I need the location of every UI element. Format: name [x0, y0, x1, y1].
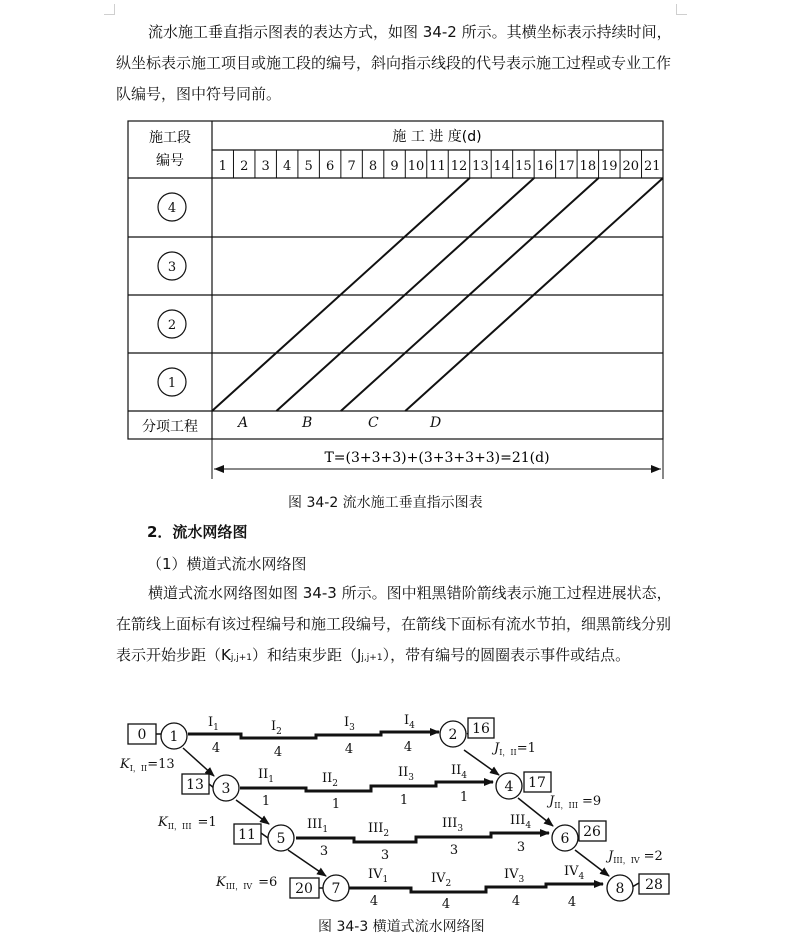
box-label-11: 11	[238, 827, 256, 843]
row4-label-3: $IV_3$	[504, 867, 525, 885]
row3-duration-1: 3	[319, 844, 329, 859]
node-label-5: 5	[276, 831, 286, 847]
row3-duration-4: 3	[516, 840, 526, 855]
day-label: 10	[407, 159, 425, 174]
row2-label-2: $II_2$	[322, 771, 339, 789]
subsection-heading: （1）横道式流水网络图	[147, 555, 307, 573]
row2-label-3: $II_3$	[398, 765, 415, 783]
row3-duration-3: 3	[449, 843, 459, 858]
row1-duration-4: 4	[403, 740, 413, 755]
row2-duration-3: 1	[399, 793, 409, 808]
section-heading: 2．流水网络图	[147, 523, 248, 541]
day-label: 12	[450, 159, 468, 174]
bottom-label: 分项工程	[142, 419, 198, 435]
line-label-b: B	[302, 415, 313, 431]
day-label: 2	[240, 159, 249, 174]
day-label: 11	[429, 159, 446, 174]
node-label-8: 8	[615, 881, 625, 897]
day-label: 21	[643, 159, 661, 174]
k-label-1: $K_{I,II}=13$	[120, 757, 175, 773]
process-line-3	[296, 833, 549, 842]
day-label: 7	[347, 159, 356, 174]
process-line-2	[240, 782, 493, 791]
day-label: 17	[558, 159, 575, 174]
row4-duration-1: 4	[369, 894, 379, 908]
dimension-arrow-left-icon	[214, 465, 224, 473]
row1-label-4: $I_4$	[404, 713, 415, 731]
page-corner-mark-left	[104, 4, 115, 15]
day-label: 19	[601, 159, 618, 174]
row1-label-3: $I_3$	[344, 715, 355, 733]
j-subscript: j,j+1	[361, 653, 383, 663]
row4-label-1: $IV_1$	[368, 867, 389, 885]
segment-label-4: 4	[167, 201, 177, 216]
page-corner-mark-right	[676, 4, 687, 15]
day-label: 9	[390, 159, 399, 174]
dimension-arrow-right-icon	[651, 465, 661, 473]
row1-duration-1: 4	[211, 741, 221, 756]
day-label: 16	[536, 159, 554, 174]
line-label-a: A	[238, 415, 249, 431]
day-label: 13	[472, 159, 489, 174]
box-label-16: 16	[472, 721, 490, 737]
row4-duration-3: 4	[511, 894, 521, 908]
row4-label-4: $IV_4$	[564, 864, 585, 882]
row2-duration-4: 1	[459, 790, 469, 805]
k-subscript: j,j+1	[230, 653, 252, 663]
node-label-1: 1	[169, 729, 179, 745]
box-label-20: 20	[295, 881, 313, 897]
caption-figure-34-3: 图 34-3 横道式流水网络图	[318, 919, 485, 935]
row2-duration-1: 1	[261, 794, 271, 809]
node-label-2: 2	[448, 727, 458, 743]
paragraph-intro: 流水施工垂直指示图表的表达方式，如图 34-2 所示。其横坐标表示持续时间，纵坐标表示施工项目或施工段的编号，斜向指示线段的代号表示施工过程或专业工作队编号，图中符号同前。	[116, 23, 672, 103]
box-label-17: 17	[528, 775, 546, 791]
j-label-3: $J_{III,IV} =2$	[608, 849, 663, 865]
paragraph-network: 横道式流水网络图如图 34-3 所示。图中粗黑错阶箭线表示施工过程进展状态，在箭线上面标有该过程编号和施工段编号，在箭线下面标有流水节拍，细黑箭线分别表示开始步距（Kj,j+1）和结束步距（Jj,j+1），带有编号的圆圈表示事件或结点。	[116, 584, 672, 664]
row3-label-1: $III_1$	[307, 817, 329, 835]
figure-34-2	[126, 119, 667, 481]
box-label-13: 13	[186, 777, 204, 793]
segment-label-1: 1	[167, 376, 177, 391]
row3-label-4: $III_4$	[510, 813, 532, 831]
header-title: 施 工 进 度(d)	[392, 129, 482, 145]
box-label-26: 26	[583, 824, 601, 840]
day-label: 5	[304, 159, 313, 174]
day-label: 4	[283, 159, 292, 174]
node-label-3: 3	[221, 781, 231, 797]
process-line-1	[188, 732, 439, 738]
row3-duration-2: 3	[380, 848, 390, 863]
header-col-label-1: 施工段	[149, 130, 191, 146]
row1-label-2: $I_2$	[271, 719, 282, 737]
node-label-6: 6	[560, 831, 570, 847]
k-label-2: $K_{II,III} =1$	[158, 815, 217, 831]
j-label-1: $J_{I,II}=1$	[494, 741, 536, 757]
node-label-4: 4	[504, 779, 514, 795]
process-line-4	[349, 884, 603, 892]
segment-label-2: 2	[167, 318, 177, 333]
row2-duration-2: 1	[331, 797, 341, 812]
row1-label-1: $I_1$	[208, 715, 219, 733]
row1-duration-2: 4	[273, 745, 283, 760]
row2-label-4: $II_4$	[451, 763, 468, 781]
box-label-0: 0	[137, 727, 147, 743]
day-label: 18	[579, 159, 597, 174]
figure-34-3	[106, 708, 676, 908]
day-label: 20	[622, 159, 640, 174]
row4-duration-4: 4	[567, 895, 577, 908]
segment-label-3: 3	[167, 260, 177, 275]
row4-label-2: $IV_2$	[431, 871, 452, 889]
j-label-2: $J_{II,III} =9$	[549, 794, 602, 810]
day-label: 1	[218, 159, 227, 174]
k-label-3: $K_{III,IV} =6$	[216, 875, 278, 891]
line-label-c: C	[368, 415, 379, 431]
box-label-28: 28	[645, 877, 663, 893]
day-label: 14	[493, 159, 511, 174]
row3-label-2: $III_2$	[368, 821, 390, 839]
total-duration: T=(3+3+3)+(3+3+3+3)=21(d)	[324, 450, 550, 466]
row4-duration-2: 4	[441, 897, 451, 908]
row2-label-1: $II_1$	[258, 767, 275, 785]
row1-duration-3: 4	[344, 742, 354, 757]
row3-label-3: $III_3$	[442, 816, 464, 834]
header-col-label-2: 编号	[156, 153, 184, 169]
caption-figure-34-2: 图 34-2 流水施工垂直指示图表	[288, 495, 483, 511]
day-label: 15	[515, 159, 532, 174]
node-label-7: 7	[331, 881, 341, 897]
day-label: 3	[261, 159, 270, 174]
day-label: 8	[368, 159, 378, 174]
line-label-d: D	[430, 415, 442, 431]
day-label: 6	[325, 159, 335, 174]
